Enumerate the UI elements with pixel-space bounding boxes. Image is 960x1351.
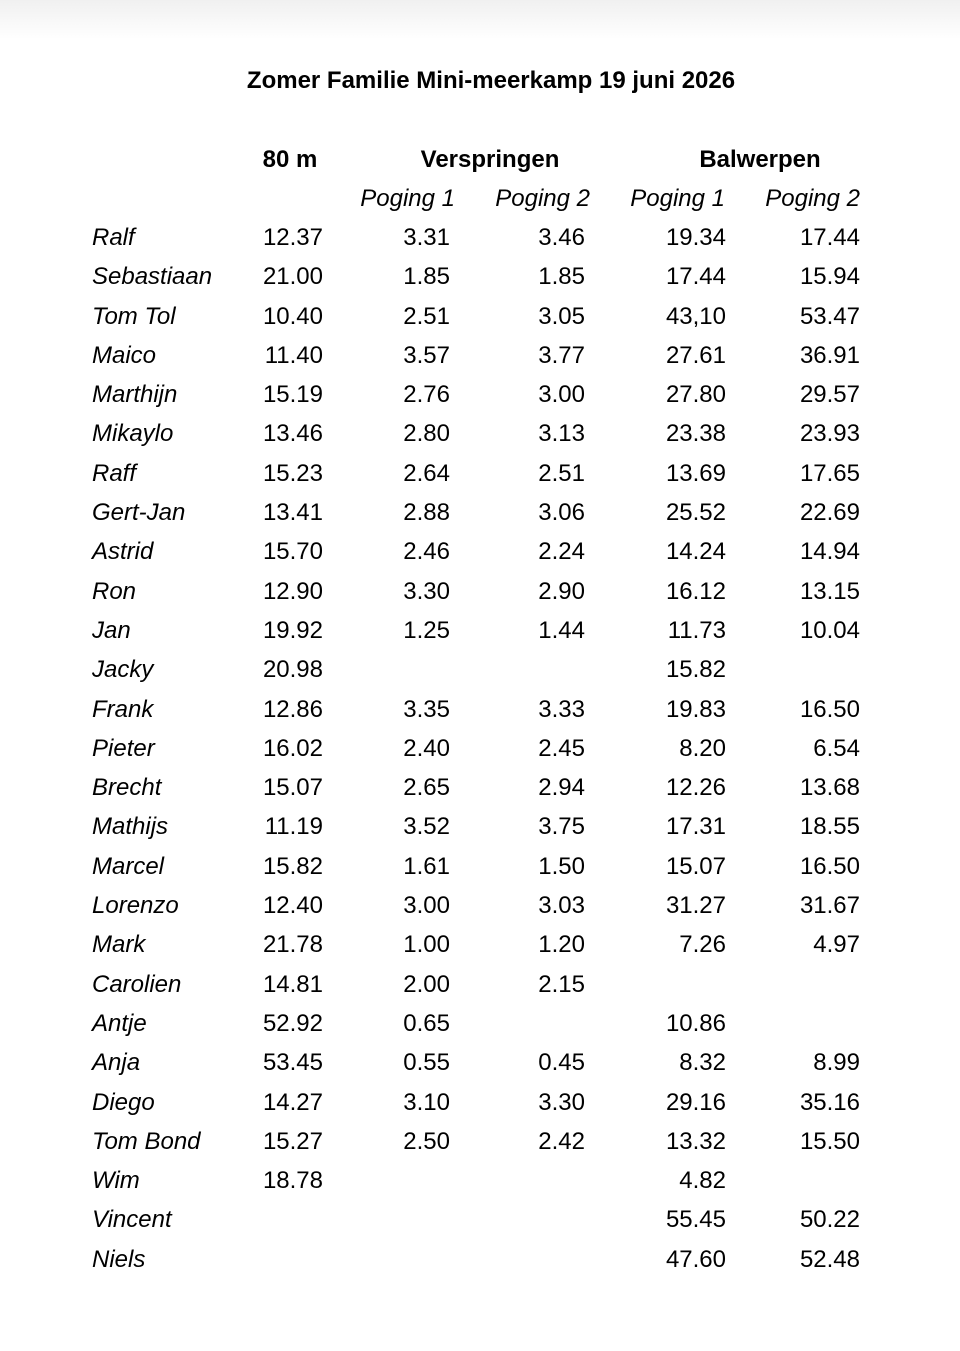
results-table [0,221,960,1282]
ball-throw-attempt-1: 11.73 [667,616,726,644]
ball-throw-attempt-2: 18.55 [799,813,860,841]
ball-throw-attempt-2: 15.94 [799,263,860,291]
ball-throw-attempt-2: 36.91 [799,341,860,369]
long-jump-attempt-2: 1.50 [538,852,585,880]
sprint-time: 14.27 [262,1088,323,1116]
page-top-shadow [0,0,960,40]
long-jump-attempt-1: 3.00 [403,892,450,920]
table-row [0,1125,960,1164]
ball-throw-attempt-1: 47.60 [665,1245,726,1273]
header-verspringen-poging-2: Poging 2 [495,185,590,212]
long-jump-attempt-1: 0.55 [403,1049,450,1077]
participant-name: Maico [92,341,157,369]
table-row [0,1203,960,1242]
ball-throw-attempt-2: 15.50 [799,1127,860,1155]
participant-name: Lorenzo [92,892,179,920]
sprint-time: 53.45 [262,1049,323,1077]
sprint-time: 14.81 [262,970,323,998]
participant-name: Tom Bond [92,1127,201,1155]
sprint-time: 16.02 [262,734,323,762]
participant-name: Pieter [92,734,155,762]
ball-throw-attempt-1: 7.26 [679,931,726,959]
ball-throw-attempt-1: 27.80 [665,381,726,409]
header-verspringen: Verspringen [420,146,560,173]
long-jump-attempt-2: 3.03 [538,892,585,920]
participant-name: Ralf [92,224,135,251]
long-jump-attempt-1: 2.51 [403,302,450,330]
long-jump-attempt-1: 2.46 [403,538,450,566]
participant-name: Ron [92,577,137,605]
participant-name: Mathijs [92,813,169,841]
participant-name: Jan [92,616,131,644]
long-jump-attempt-1: 3.57 [403,341,450,369]
long-jump-attempt-2: 2.94 [538,774,585,802]
table-row [0,417,960,456]
ball-throw-attempt-2: 17.65 [799,459,860,487]
ball-throw-attempt-2: 17.44 [799,224,860,251]
ball-throw-attempt-1: 8.32 [679,1049,726,1077]
sprint-time: 13.41 [262,499,323,527]
header-balwerpen-poging-1: Poging 1 [630,185,725,212]
ball-throw-attempt-2: 22.69 [799,499,860,527]
header-balwerpen: Balwerpen [699,146,821,173]
ball-throw-attempt-2: 4.97 [813,931,860,959]
long-jump-attempt-2: 0.45 [538,1049,585,1077]
participant-name: Niels [92,1245,146,1273]
sprint-time: 12.90 [262,577,323,605]
long-jump-attempt-1: 3.35 [403,695,450,723]
ball-throw-attempt-1: 55.45 [665,1206,726,1234]
sprint-time: 15.23 [262,459,323,487]
ball-throw-attempt-1: 8.20 [679,734,726,762]
ball-throw-attempt-1: 13.69 [665,459,726,487]
table-row [0,1243,960,1282]
table-row [0,300,960,339]
participant-name: Frank [92,695,154,723]
participant-name: Marthijn [92,381,178,409]
participant-name: Diego [92,1088,155,1116]
document-title: Zomer Familie Mini-meerkamp 19 juni 2026 [246,67,736,94]
sprint-time: 12.37 [262,224,323,251]
participant-name: Vincent [92,1206,172,1234]
long-jump-attempt-2: 3.00 [538,381,585,409]
ball-throw-attempt-2: 53.47 [799,302,860,330]
ball-throw-attempt-2: 31.67 [799,892,860,920]
table-row [0,732,960,771]
participant-name: Mark [92,931,146,959]
long-jump-attempt-1: 2.64 [403,459,450,487]
header-sprint: 80 m [262,146,318,173]
participant-name: Antje [92,1009,147,1037]
sprint-time: 15.70 [262,538,323,566]
participant-name: Anja [92,1049,141,1077]
ball-throw-attempt-1: 4.82 [679,1167,726,1195]
table-row [0,693,960,732]
ball-throw-attempt-2: 8.99 [813,1049,860,1077]
table-row [0,1046,960,1085]
ball-throw-attempt-2: 6.54 [813,734,860,762]
long-jump-attempt-1: 0.65 [403,1009,450,1037]
ball-throw-attempt-2: 14.94 [799,538,860,566]
long-jump-attempt-2: 2.24 [538,538,585,566]
ball-throw-attempt-1: 15.82 [665,656,726,684]
table-row [0,653,960,692]
sprint-time: 10.40 [262,302,323,330]
sprint-time: 15.27 [262,1127,323,1155]
sprint-time: 15.07 [262,774,323,802]
table-row [0,968,960,1007]
table-row [0,928,960,967]
participant-name: Astrid [92,538,154,566]
long-jump-attempt-1: 1.85 [403,263,450,291]
ball-throw-attempt-2: 16.50 [799,695,860,723]
sprint-time: 13.46 [262,420,323,448]
participant-name: Mikaylo [92,420,174,448]
long-jump-attempt-1: 2.40 [403,734,450,762]
table-row [0,575,960,614]
ball-throw-attempt-1: 17.44 [665,263,726,291]
sprint-time: 21.00 [262,263,323,291]
participant-name: Carolien [92,970,182,998]
ball-throw-attempt-2: 10.04 [799,616,860,644]
ball-throw-attempt-2: 35.16 [799,1088,860,1116]
ball-throw-attempt-1: 25.52 [665,499,726,527]
sprint-time: 15.19 [262,381,323,409]
long-jump-attempt-2: 2.15 [538,970,585,998]
long-jump-attempt-1: 2.88 [403,499,450,527]
sprint-time: 12.40 [262,892,323,920]
ball-throw-attempt-1: 12.26 [665,774,726,802]
long-jump-attempt-1: 3.31 [403,224,450,251]
ball-throw-attempt-1: 23.38 [665,420,726,448]
ball-throw-attempt-1: 43,10 [665,302,726,330]
ball-throw-attempt-2: 29.57 [799,381,860,409]
ball-throw-attempt-2: 13.15 [799,577,860,605]
long-jump-attempt-2: 3.33 [538,695,585,723]
long-jump-attempt-1: 2.65 [403,774,450,802]
table-row [0,614,960,653]
long-jump-attempt-2: 3.75 [538,813,585,841]
participant-name: Raff [92,459,137,487]
table-row [0,810,960,849]
ball-throw-attempt-1: 19.83 [665,695,726,723]
table-row [0,221,960,260]
long-jump-attempt-1: 2.80 [403,420,450,448]
table-row [0,378,960,417]
table-row [0,496,960,535]
sprint-time: 19.92 [262,616,323,644]
participant-name: Wim [92,1167,140,1195]
long-jump-attempt-2: 1.44 [538,616,585,644]
ball-throw-attempt-1: 16.12 [665,577,726,605]
long-jump-attempt-2: 2.45 [538,734,585,762]
long-jump-attempt-1: 2.00 [403,970,450,998]
long-jump-attempt-1: 3.30 [403,577,450,605]
long-jump-attempt-1: 2.50 [403,1127,450,1155]
table-row [0,1086,960,1125]
header-balwerpen-poging-2: Poging 2 [765,185,860,212]
table-row [0,260,960,299]
long-jump-attempt-2: 1.85 [538,263,585,291]
participant-name: Tom Tol [92,302,176,330]
long-jump-attempt-2: 2.51 [538,459,585,487]
sprint-time: 15.82 [262,852,323,880]
long-jump-attempt-1: 1.25 [403,616,450,644]
ball-throw-attempt-1: 29.16 [665,1088,726,1116]
table-row [0,1164,960,1203]
participant-name: Jacky [92,656,154,684]
long-jump-attempt-2: 2.90 [538,577,585,605]
ball-throw-attempt-1: 10.86 [665,1009,726,1037]
ball-throw-attempt-2: 50.22 [799,1206,860,1234]
long-jump-attempt-1: 1.00 [403,931,450,959]
ball-throw-attempt-2: 23.93 [799,420,860,448]
table-row [0,889,960,928]
ball-throw-attempt-1: 19.34 [665,224,726,251]
long-jump-attempt-1: 2.76 [403,381,450,409]
sprint-time: 12.86 [262,695,323,723]
ball-throw-attempt-2: 52.48 [799,1245,860,1273]
table-row [0,1007,960,1046]
sprint-time: 11.40 [264,341,323,369]
ball-throw-attempt-1: 27.61 [665,341,726,369]
long-jump-attempt-2: 3.05 [538,302,585,330]
participant-name: Sebastiaan [92,263,213,291]
sprint-time: 52.92 [262,1009,323,1037]
ball-throw-attempt-2: 16.50 [799,852,860,880]
ball-throw-attempt-1: 13.32 [665,1127,726,1155]
long-jump-attempt-2: 2.42 [538,1127,585,1155]
sprint-time: 21.78 [262,931,323,959]
header-verspringen-poging-1: Poging 1 [360,185,455,212]
sprint-time: 20.98 [262,656,323,684]
table-row [0,535,960,574]
long-jump-attempt-2: 3.06 [538,499,585,527]
long-jump-attempt-2: 3.30 [538,1088,585,1116]
table-row [0,850,960,889]
long-jump-attempt-1: 3.52 [403,813,450,841]
ball-throw-attempt-1: 31.27 [665,892,726,920]
table-row [0,771,960,810]
sprint-time: 11.19 [264,813,323,841]
participant-name: Brecht [92,774,162,802]
long-jump-attempt-2: 3.77 [538,341,585,369]
long-jump-attempt-1: 3.10 [403,1088,450,1116]
long-jump-attempt-1: 1.61 [403,852,450,880]
participant-name: Gert-Jan [92,499,186,527]
ball-throw-attempt-1: 15.07 [665,852,726,880]
ball-throw-attempt-1: 14.24 [665,538,726,566]
long-jump-attempt-2: 3.13 [538,420,585,448]
table-row [0,457,960,496]
long-jump-attempt-2: 1.20 [538,931,585,959]
table-row [0,339,960,378]
long-jump-attempt-2: 3.46 [538,224,585,251]
sprint-time: 18.78 [262,1167,323,1195]
participant-name: Marcel [92,852,165,880]
ball-throw-attempt-2: 13.68 [799,774,860,802]
ball-throw-attempt-1: 17.31 [665,813,726,841]
